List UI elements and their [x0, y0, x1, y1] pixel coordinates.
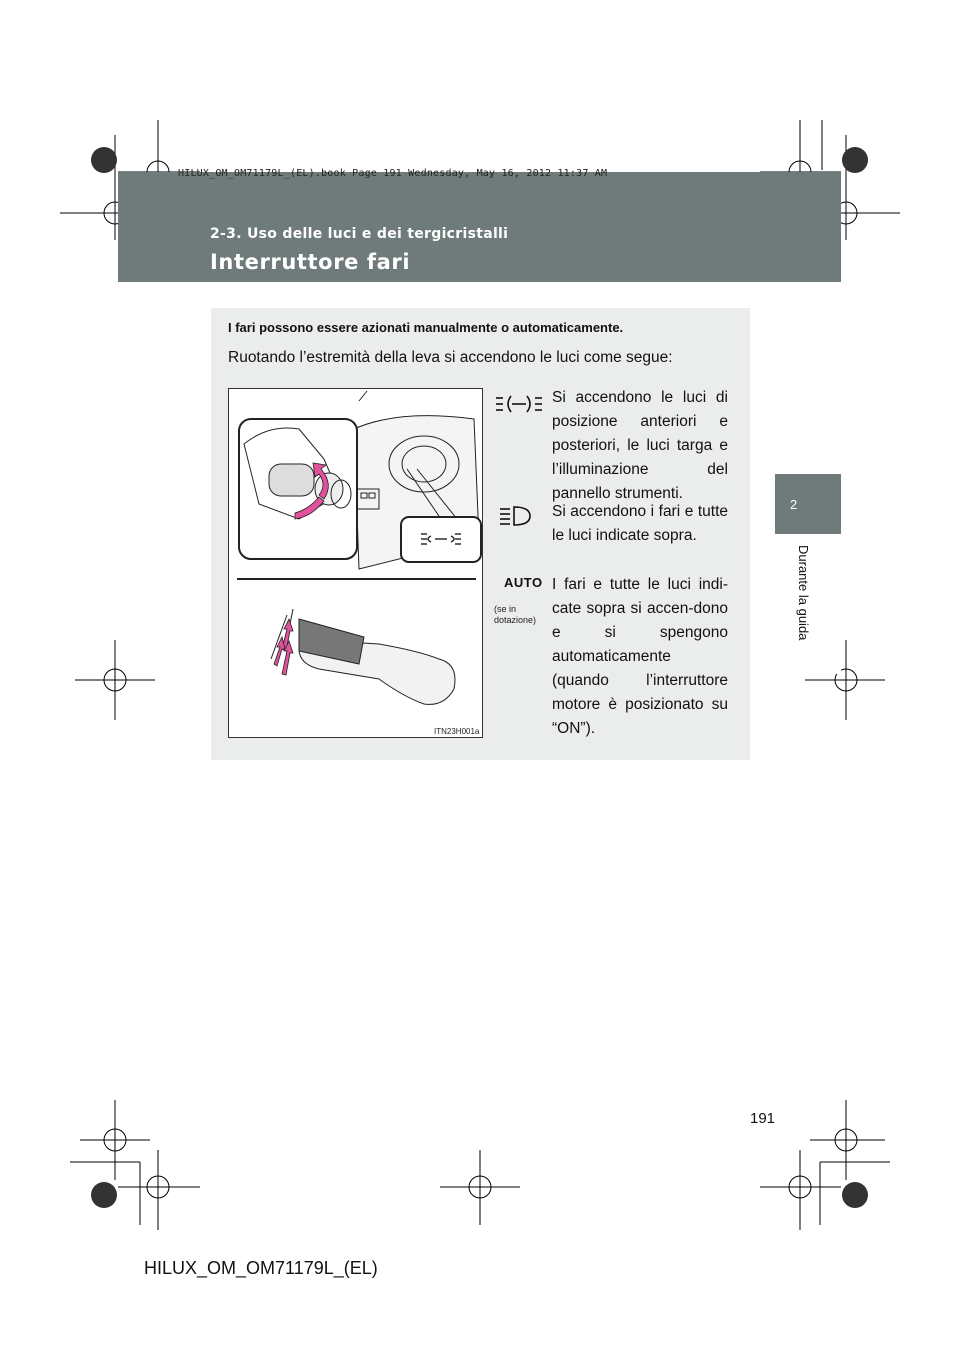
page-number: 191	[750, 1110, 776, 1127]
parking-lights-icon	[494, 392, 544, 416]
section-label: 2-3. Uso delle luci e dei tergicristalli	[210, 226, 509, 242]
item-text-auto: I fari e tutte le luci indi-cate sopra si accen-dono e si spengono automaticamente (quando l’interruttore motore è posizionato su “ON”).	[552, 576, 728, 737]
page-title: Interruttore fari	[210, 250, 411, 274]
illustration-drawing	[229, 389, 484, 739]
chapter-number: 2	[790, 497, 798, 512]
chapter-name: Durante la guida	[796, 545, 811, 641]
optional-equipment-note: (se in dotazione)	[494, 604, 537, 625]
footer-code: HILUX_OM_OM71179L_(EL)	[144, 1258, 378, 1278]
intro-text: I fari possono essere azionati manualmente o automaticamente.	[228, 320, 624, 335]
lead-text: Ruotando l’estremità della leva si accendono le luci come segue:	[228, 349, 673, 366]
print-stamp: HILUX_OM_OM71179L_(EL).book Page 191 Wednesday, May 16, 2012 11:37 AM	[178, 168, 608, 179]
headlight-icon	[494, 504, 544, 528]
chapter-number-tab	[775, 474, 841, 534]
figure-code: ITN23H001a	[434, 727, 480, 736]
auto-icon-label: AUTO	[504, 575, 543, 590]
item-text-headlights: Si accendono i fari e tutte le luci indicate sopra.	[552, 503, 728, 544]
item-text-parking: Si accendono le luci di posizione anteriori e posteriori, le luci targa e l’illuminazione del pannello strumenti.	[552, 389, 728, 502]
auto-icon	[494, 574, 544, 598]
illustration-figure	[228, 388, 483, 738]
